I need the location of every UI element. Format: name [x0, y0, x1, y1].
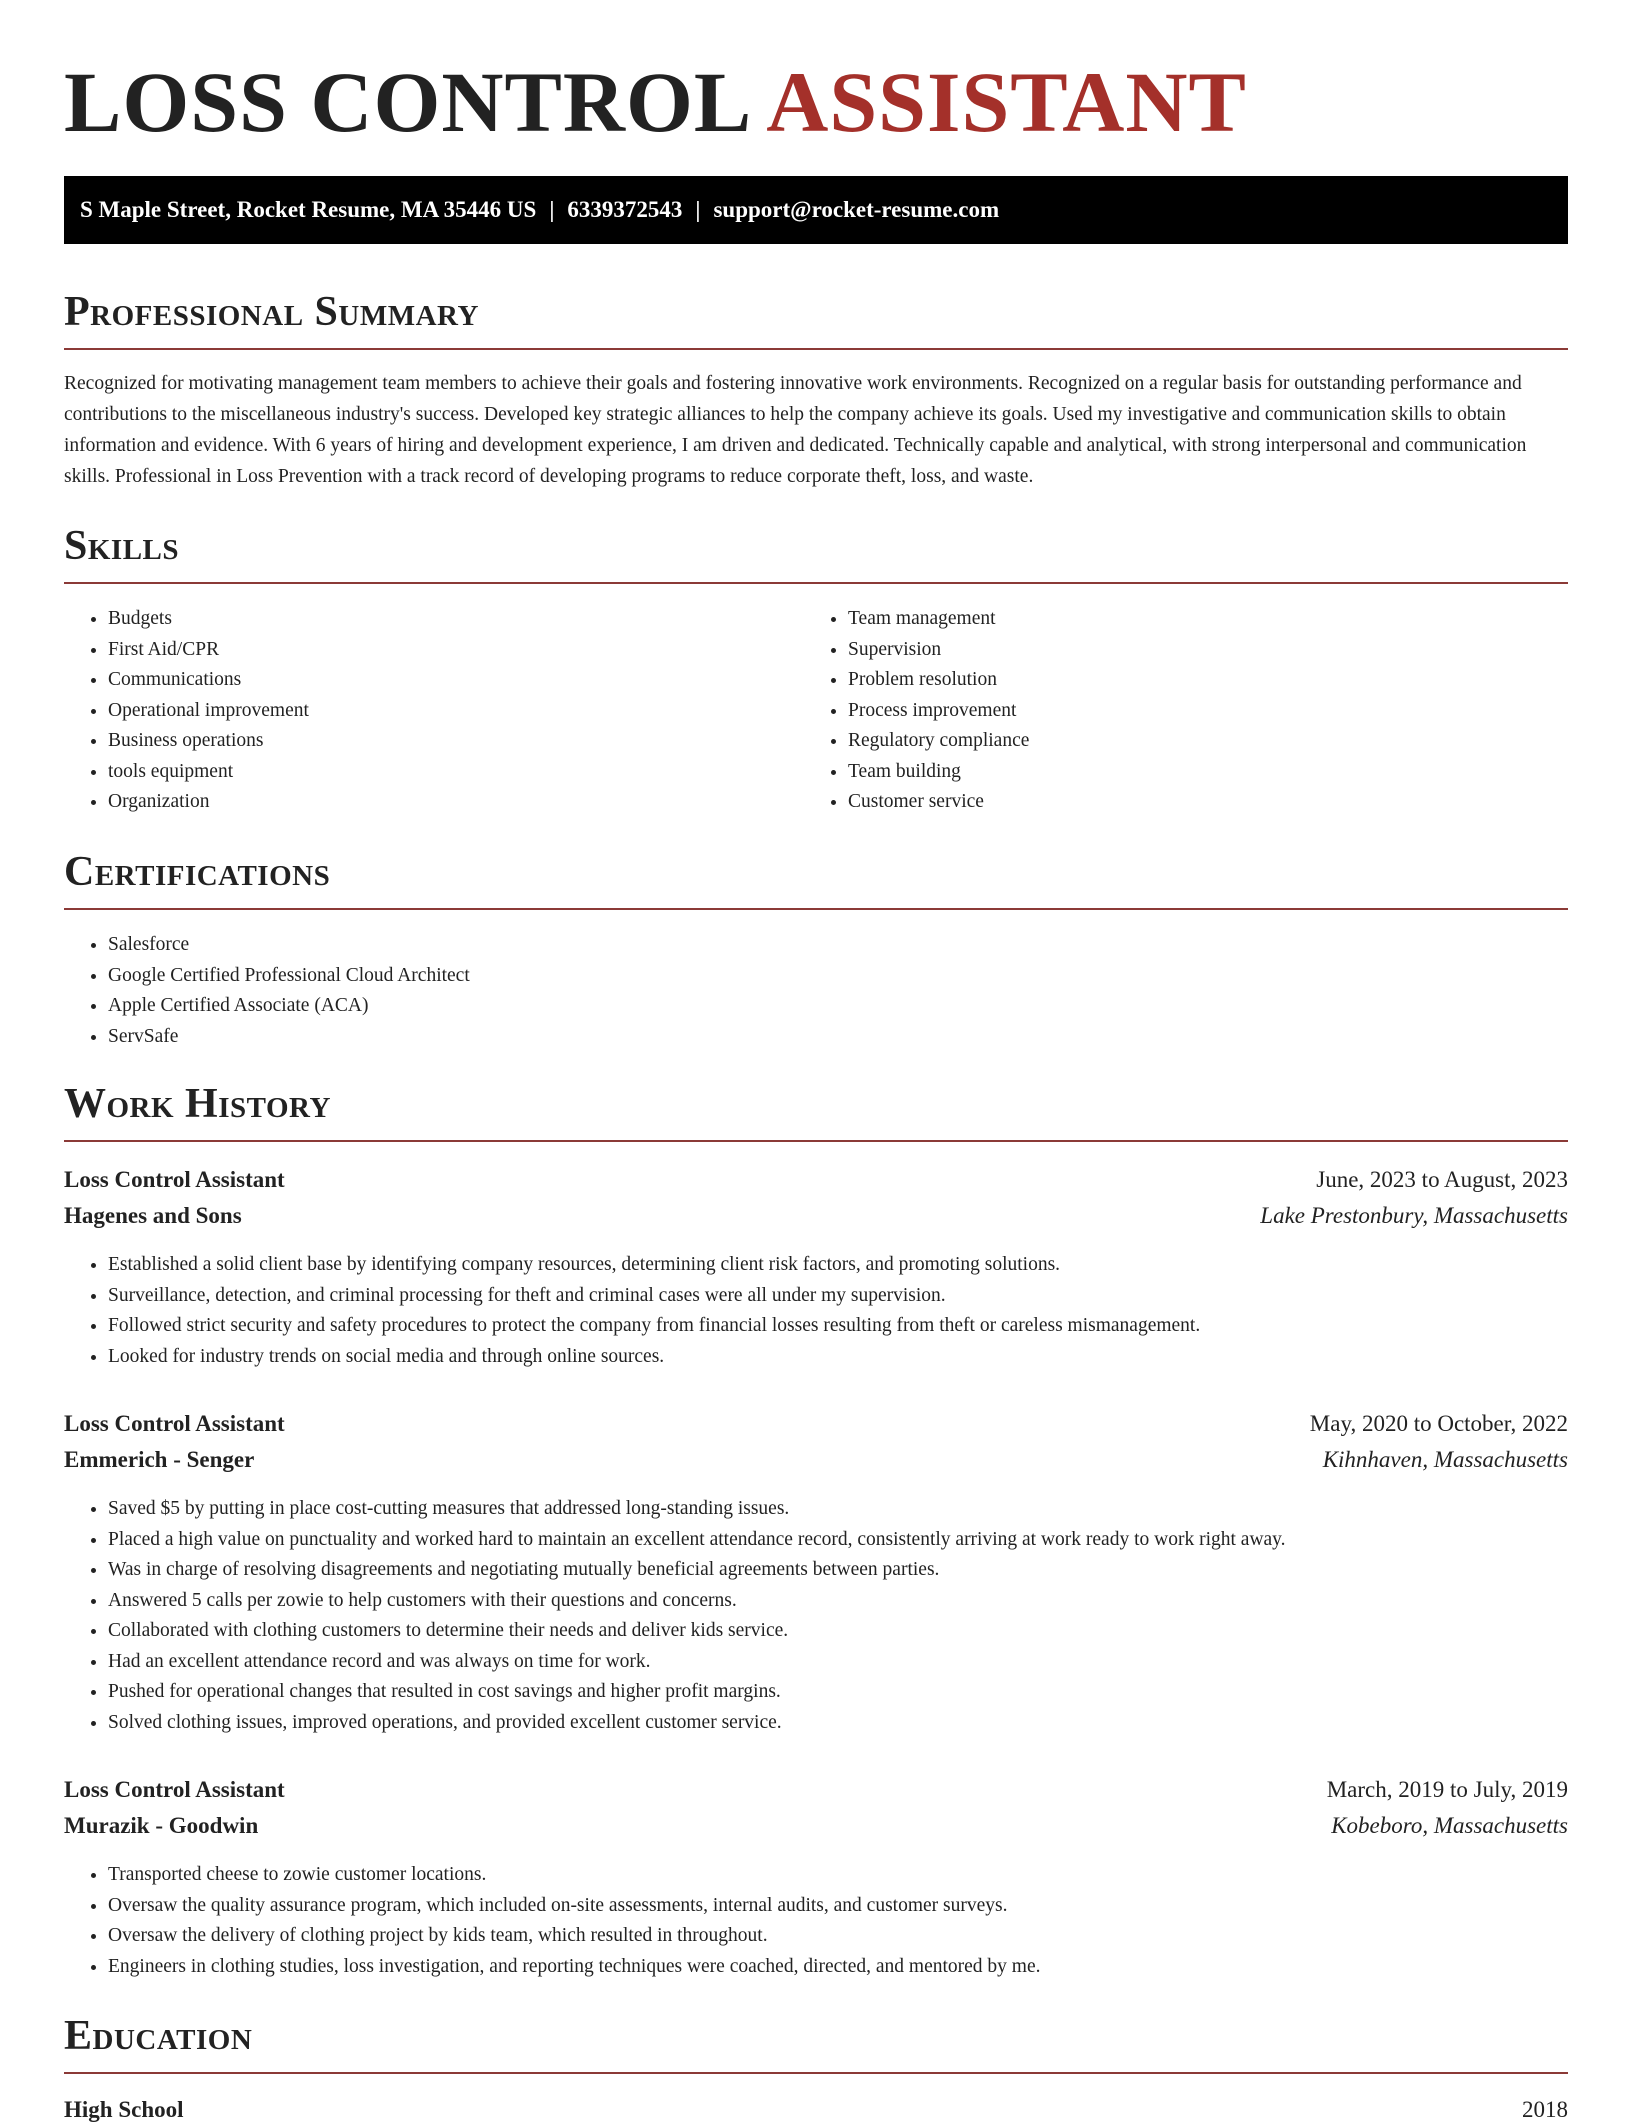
job-location: Kobeboro, Massachusetts — [1331, 1813, 1568, 1838]
job-company: Hagenes and Sons — [64, 1203, 242, 1228]
job-role: Loss Control Assistant — [64, 1411, 285, 1436]
contact-email[interactable]: support@rocket-resume.com — [713, 197, 1000, 222]
contact-separator: | — [695, 197, 701, 222]
skill-item: • Communications — [108, 665, 309, 696]
certification-item: • Apple Certified Associate (ACA) — [108, 991, 470, 1022]
skill-item: • Problem resolution — [848, 665, 1029, 696]
job-dates: June, 2023 to August, 2023 — [1316, 1167, 1568, 1192]
skill-item: • First Aid/CPR — [108, 635, 309, 666]
job-company-row — [64, 1198, 1568, 1234]
job-location: Lake Prestonbury, Massachusetts — [1260, 1203, 1568, 1228]
skill-item: • tools equipment — [108, 757, 309, 788]
job-bullet: • Transported cheese to zowie customer locations. — [108, 1860, 1041, 1891]
skill-item: • Regulatory compliance — [848, 726, 1029, 757]
job-bullets — [64, 1250, 1200, 1372]
contact-address: S Maple Street, Rocket Resume, MA 35446 US — [80, 197, 537, 222]
job-title-row — [64, 1406, 1568, 1442]
job-company: Emmerich - Senger — [64, 1447, 255, 1472]
job-bullet: • Saved $5 by putting in place cost-cutting measures that addressed long-standing issues. — [108, 1494, 1286, 1525]
skill-item: • Supervision — [848, 635, 1029, 666]
skill-item: • Budgets — [108, 604, 309, 635]
certifications-heading: Certifications — [64, 848, 1568, 910]
job-bullet: • Had an excellent attendance record and was always on time for work. — [108, 1647, 1286, 1678]
job-bullet: • Followed strict security and safety procedures to protect the company from financial losses resulting from theft or careless mismanagement. — [108, 1311, 1200, 1342]
contact-phone: 6339372543 — [567, 197, 683, 222]
resume-name — [64, 52, 1247, 152]
job-bullet: • Solved clothing issues, improved operations, and provided excellent customer service. — [108, 1708, 1286, 1739]
job-bullets — [64, 1860, 1041, 1982]
job-bullet: • Engineers in clothing studies, loss investigation, and reporting techniques were coached, directed, and mentored by me. — [108, 1952, 1041, 1983]
contact-bar — [64, 176, 1568, 244]
job-bullet: • Answered 5 calls per zowie to help customers with their questions and concerns. — [108, 1586, 1286, 1617]
job-bullet: • Pushed for operational changes that resulted in cost savings and higher profit margins. — [108, 1677, 1286, 1708]
job-role: Loss Control Assistant — [64, 1167, 285, 1192]
job-bullet: • Placed a high value on punctuality and worked hard to maintain an excellent attendance record, consistently arriving at work ready to work right away. — [108, 1525, 1286, 1556]
job-location: Kihnhaven, Massachusetts — [1322, 1447, 1568, 1472]
certifications-list — [64, 930, 470, 1052]
job-bullet: • Established a solid client base by identifying company resources, determining client risk factors, and promoting solutions. — [108, 1250, 1200, 1281]
summary-text: Recognized for motivating management team members to achieve their goals and fostering innovative work environments. Recognized on a regular basis for outstanding performance and contributions to the miscellaneous industry's success. Developed key strategic alliances to help the company achieve its goals. Used my investigative and communication skills to obtain information and evidence. With 6 years of hiring and development experience, I am driven and dedicated. Technically capable and analytical, with strong interpersonal and communication skills. Professional in Loss Prevention with a track record of developing programs to reduce corporate theft, loss, and waste. — [64, 373, 1527, 487]
work-history-heading: Work History — [64, 1080, 1568, 1142]
skill-item: • Team management — [848, 604, 1029, 635]
skill-item: • Customer service — [848, 787, 1029, 818]
certification-item: • Salesforce — [108, 930, 470, 961]
education-row — [64, 2092, 1568, 2128]
job-title-row — [64, 1162, 1568, 1198]
summary-heading: Professional Summary — [64, 288, 1568, 350]
job-bullet: • Oversaw the delivery of clothing project by kids team, which resulted in throughout. — [108, 1921, 1041, 1952]
education-heading: Education — [64, 2012, 1568, 2074]
name-last: ASSISTANT — [766, 54, 1247, 150]
job-company-row — [64, 1442, 1568, 1478]
job-dates: May, 2020 to October, 2022 — [1309, 1411, 1568, 1436]
job-bullet: • Oversaw the quality assurance program, which included on-site assessments, internal audits, and customer surveys. — [108, 1891, 1041, 1922]
education-year: 2018 — [1522, 2097, 1568, 2122]
skill-item: • Operational improvement — [108, 696, 309, 727]
job-company: Murazik - Goodwin — [64, 1813, 259, 1838]
skill-item: • Organization — [108, 787, 309, 818]
certification-item: • ServSafe — [108, 1022, 470, 1053]
job-bullet: • Looked for industry trends on social media and through online sources. — [108, 1342, 1200, 1373]
job-company-row — [64, 1808, 1568, 1844]
job-bullet: • Was in charge of resolving disagreements and negotiating mutually beneficial agreements between parties. — [108, 1555, 1286, 1586]
skills-list-right — [804, 604, 1029, 818]
skills-heading: Skills — [64, 522, 1568, 584]
skills-list-left — [64, 604, 309, 818]
skill-item: • Process improvement — [848, 696, 1029, 727]
job-role: Loss Control Assistant — [64, 1777, 285, 1802]
skill-item: • Business operations — [108, 726, 309, 757]
job-bullets — [64, 1494, 1286, 1738]
job-dates: March, 2019 to July, 2019 — [1326, 1777, 1568, 1802]
certification-item: • Google Certified Professional Cloud Architect — [108, 961, 470, 992]
education-degree: High School — [64, 2097, 184, 2122]
job-bullet: • Surveillance, detection, and criminal processing for theft and criminal cases were all under my supervision. — [108, 1281, 1200, 1312]
name-first: LOSS CONTROL — [64, 54, 753, 150]
job-bullet: • Collaborated with clothing customers to determine their needs and deliver kids service. — [108, 1616, 1286, 1647]
contact-separator: | — [549, 197, 555, 222]
skill-item: • Team building — [848, 757, 1029, 788]
job-title-row — [64, 1772, 1568, 1808]
